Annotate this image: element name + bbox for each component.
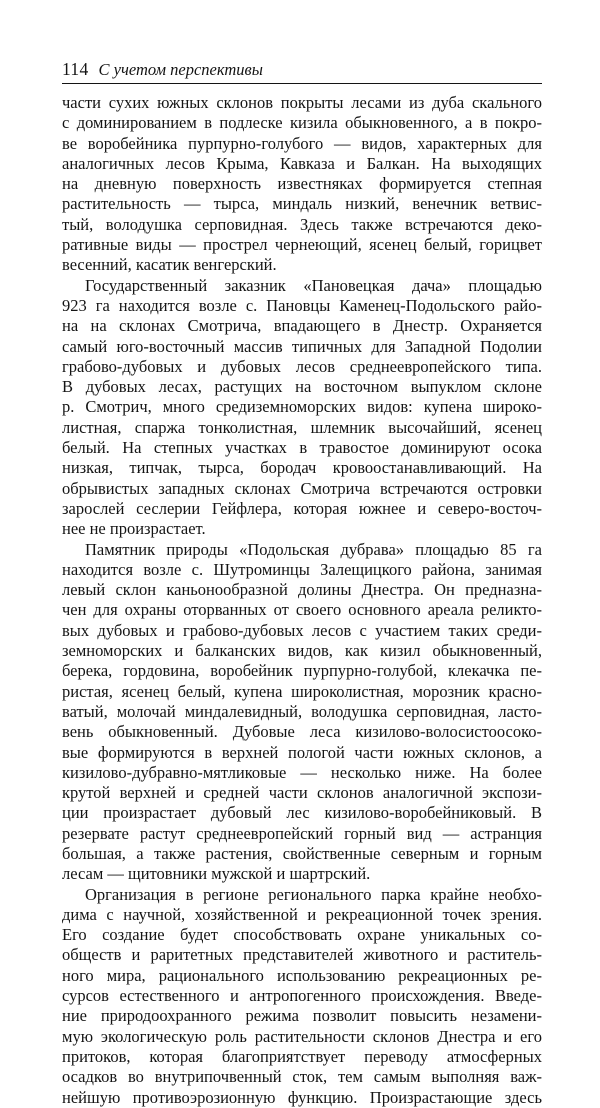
text-line: грабово-дубовых и дубовых лесов среднеевропейского типа. — [62, 356, 542, 376]
text-line: земноморских и балканских видов, как кизил обыкновенный, — [62, 641, 542, 661]
text-line: ного мира, рационального использованию рекреационных ре- — [62, 965, 542, 985]
text-line: крутой верхней и средней части склонов аналогичной экспози- — [62, 783, 542, 803]
paragraph — [62, 540, 542, 885]
text-line: 923 га находится возле с. Пановцы Каменец-Подольского райо- — [62, 295, 542, 315]
text-line: Организация в регионе регионального парка крайне необхо- — [85, 884, 542, 904]
text-line: растительность — тырса, миндаль низкий, венечник ветвис- — [62, 194, 542, 214]
text-line: мую экологическую роль растительности склонов Днестра и его — [62, 1026, 542, 1046]
text-line: белый. На степных участках в травостое доминируют осока — [62, 438, 542, 458]
text-line: самый юго-восточный массив типичных для Западной Подолии — [62, 336, 542, 356]
text-line: левый склон каньонообразной долины Днестра. Он предназна- — [62, 580, 542, 600]
text-line: нейшую противоэрозионную функцию. Произрастающие здесь — [62, 1087, 542, 1107]
text-line: обрывистых западных склонах Смотрича встречаются островки — [62, 478, 542, 498]
text-line: осадков во внутрипочвенный сток, тем самым выполняя важ- — [62, 1067, 542, 1087]
text-line: резервате растут среднеевропейский горный вид — астранция — [62, 823, 542, 843]
text-line: сурсов естественного и антропогенного происхождения. Введе- — [62, 986, 542, 1006]
text-line: чен для охраны оторванных от своего основного ареала реликто- — [62, 600, 542, 620]
text-line: большая, а также растения, свойственные северным и горным — [62, 843, 542, 863]
header-rule — [62, 83, 542, 84]
text-line: ватый, молочай миндалевидный, володушка серповидная, ласто- — [62, 701, 542, 721]
text-line: ции произрастает дубовый лес кизилово-воробейниковый. В — [62, 803, 542, 823]
body-text — [62, 93, 542, 1108]
page-header — [62, 58, 542, 80]
text-line: Памятник природы «Подольская дубрава» площадью 85 га — [85, 539, 542, 559]
text-line: вень обыкновенный. Дубовые леса кизилово-волосистоосоко- — [62, 722, 542, 742]
text-line: зарослей сеслерии Гейфлера, которая южнее и северо-восточ- — [62, 498, 542, 518]
paragraph — [62, 885, 542, 1108]
text-line: Его создание будет способствовать охране уникальных со- — [62, 925, 542, 945]
text-line: ративные виды — прострел чернеющий, ясенец белый, горицвет — [62, 235, 542, 255]
text-line: р. Смотрич, много средиземноморских видов: купена широко- — [62, 397, 542, 417]
text-line: с доминированием в подлеске кизила обыкновенного, а в покро- — [62, 113, 542, 133]
text-line: части сухих южных склонов покрыты лесами из дуба скального — [62, 93, 542, 112]
text-line: ве воробейника пурпурно-голубого — видов, характерных для — [62, 133, 542, 153]
text-line: на на склонах Смотрича, впадающего в Днестр. Охраняется — [62, 316, 542, 336]
text-line: лесам — щитовники мужской и шартрский. — [62, 864, 371, 884]
text-line: нее не произрастает. — [62, 519, 206, 539]
text-line: низкая, типчак, тырса, бородач кровоостанавливающий. На — [62, 458, 542, 478]
page-number: 114 — [62, 59, 89, 79]
paragraph — [62, 276, 542, 540]
text-line: Государственный заказник «Пановецкая дача» площадью — [85, 275, 542, 295]
text-line: на дневную поверхность известняках формируется степная — [62, 174, 542, 194]
text-line: находится возле с. Шутроминцы Залещицкого района, занимая — [62, 559, 542, 579]
text-line: аналогичных лесов Крыма, Кавказа и Балкан. На выходящих — [62, 153, 542, 173]
text-line: вые формируются в верхней пологой части южных склонов, а — [62, 742, 542, 762]
paragraph — [62, 93, 542, 276]
text-line: весенний, касатик венгерский. — [62, 255, 277, 275]
text-line: кизилово-дубравно-мятликовые — несколько ниже. На более — [62, 762, 542, 782]
text-line: берека, гордовина, воробейник пурпурно-голубой, клекачка пе- — [62, 661, 542, 681]
text-line: притоков, которая благоприятствует переводу атмосферных — [62, 1046, 542, 1066]
text-line: тый, володушка серповидная. Здесь также встречаются деко- — [62, 214, 542, 234]
text-line: обществ и раритетных представителей животного и раститель- — [62, 945, 542, 965]
text-line: ристая, ясенец белый, купена широколистная, морозник красно- — [62, 681, 542, 701]
text-line: ние природоохранного режима позволит повысить незамени- — [62, 1006, 542, 1026]
text-line: листная, спаржа тонколистная, шлемник высочайший, ясенец — [62, 417, 542, 437]
text-line: дима с научной, хозяйственной и рекреационной точек зрения. — [62, 904, 542, 924]
running-title: С учетом перспективы — [98, 60, 263, 79]
text-line: В дубовых лесах, растущих на восточном выпуклом склоне — [62, 377, 542, 397]
text-line: вых дубовых и грабово-дубовых лесов с участием таких среди- — [62, 620, 542, 640]
